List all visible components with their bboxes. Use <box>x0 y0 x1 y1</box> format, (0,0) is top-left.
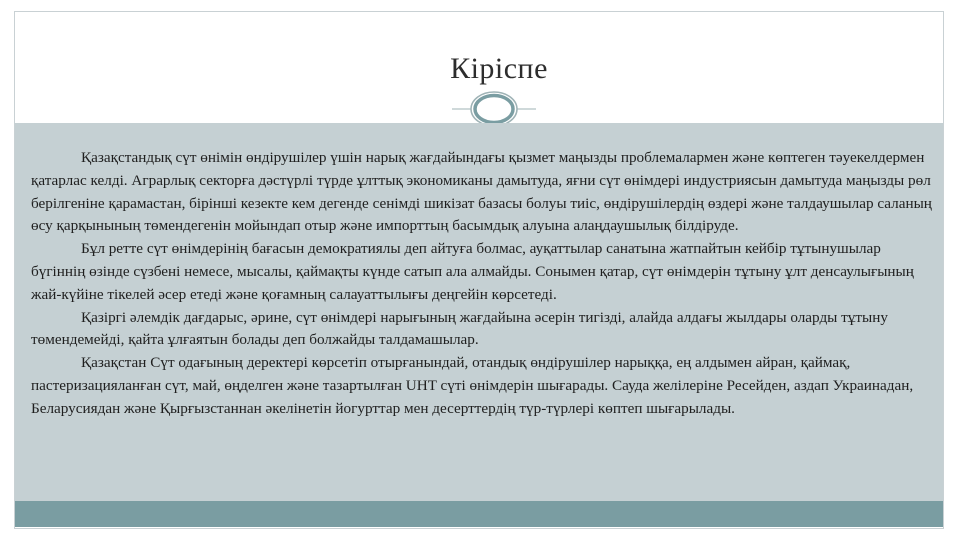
paragraph-3 <box>31 307 933 353</box>
paragraph-4-text: Қазақстан Сүт одағының деректері көрсетіп отырғанындай, отандық өндірушілер нарыққа, ең алдымен айран, қаймақ, пастеризацияланған сүт, май, өңделген және тазартылған UHT сүті өнімдерін шығарады. Сауда желілеріне Ресейден, аздап Украинадан, Беларусиядан және Қырғызстаннан әкелінетін йогурттар мен десерттердің түр-түрлері көптеп шығарылады. <box>31 354 914 417</box>
paragraph-1 <box>31 147 933 238</box>
slide <box>14 11 944 529</box>
slide-title: Кіріспе <box>450 52 548 85</box>
paragraph-2 <box>31 238 933 306</box>
paragraph-1-text: Қазақстандық сүт өнімін өндірушілер үшін нарық жағдайындағы қызмет маңызды проблемалармен және көптеген тәуекелдермен қатарлас келді. Аграрлық секторға дәстүрлі түрде ұлттық экономиканы дамытуда, яғни сүт өнімдері индустриясын дамытуда маңызды рөл берілгеніне қарамастан, бірінші кезекте кем дегенде сенімді шикізат базасы болуы тиіс, өндірушілердің өздері және талдаушылар саланың өсу қарқынының төмендегенін мойындап отыр және импорттың басымдық алуына алаңдаушылық білдіруде. <box>31 149 932 235</box>
bottom-accent-bar <box>15 501 943 527</box>
content-panel <box>15 123 943 512</box>
paragraph-4 <box>31 352 933 420</box>
paragraph-3-text: Қазіргі әлемдік дағдарыс, әрине, сүт өнімдері нарығының жағдайына әсерін тигізді, алайда алдағы жылдары оларды тұтыну төмендемейді, қайта ұлғаятын болады деп болжайды талдамашылар. <box>31 308 888 349</box>
paragraph-2-text: Бұл ретте сүт өнімдерінің бағасын демократиялы деп айтуға болмас, ауқаттылар санатына жатпайтын кейбір тұтынушылар бүгіннің өзінде сүзбені немесе, мысалы, қаймақты күнде сатып ала алмайды. Сонымен қатар, сүт өнімдерін тұтыну ұлт денсаулығының жай-күйіне тікелей әсер етеді және қоғамның салауаттылығы деңгейін көрсетеді. <box>31 240 914 303</box>
